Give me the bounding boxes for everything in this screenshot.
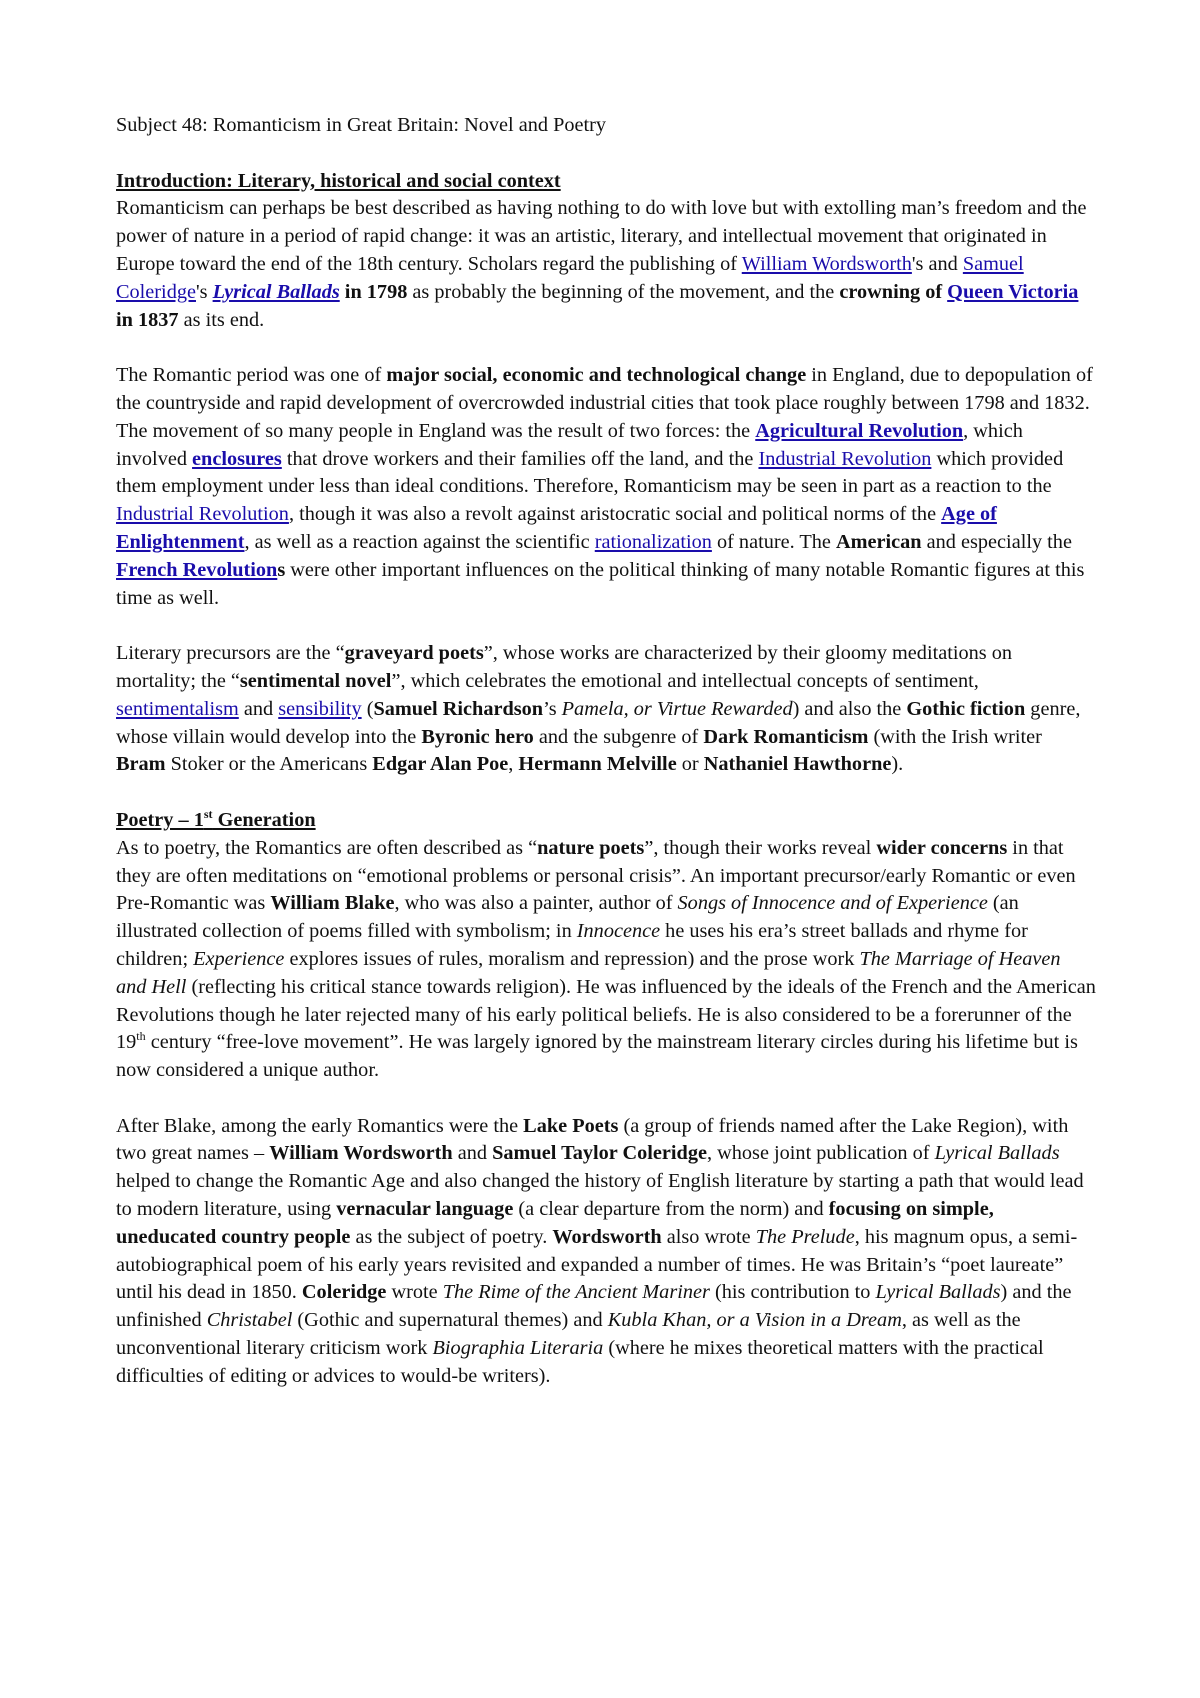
- italic-text: The Prelude: [755, 1225, 855, 1248]
- link-enclosures[interactable]: enclosures: [192, 447, 282, 470]
- text-run: ’s: [543, 697, 562, 720]
- bold-text: graveyard poets: [344, 642, 484, 665]
- bold-text: in 1837: [116, 308, 179, 331]
- text-run: (a group of friends named after the Lake Region), with two great names –: [116, 1114, 1069, 1165]
- link-text: Lyrical Ballads: [212, 280, 340, 303]
- text-run: and especially the: [921, 530, 1072, 553]
- text-run: Stoker or the Americans: [165, 753, 373, 776]
- intro-paragraph-3: [116, 640, 1096, 779]
- intro-paragraph-2: [116, 362, 1096, 612]
- text-run: and the subgenre of: [533, 725, 704, 748]
- bold-text: Gothic fiction: [906, 697, 1026, 720]
- text-run: (Gothic and supernatural themes) and: [292, 1309, 608, 1332]
- bold-text: sentimental novel: [239, 669, 392, 692]
- text-run: , as well as a reaction against the scientific: [244, 530, 595, 553]
- text-run: in that they are often meditations on “emotional problems or personal crisis”. An important precursor/early Romantic or even Pre-Romantic was: [116, 836, 1076, 915]
- text-run: (: [361, 697, 374, 720]
- bold-text: American: [835, 530, 922, 553]
- text-run: ”, though their works reveal: [644, 836, 877, 859]
- text-run: ”, which celebrates the emotional and intellectual concepts of sentiment,: [391, 669, 979, 692]
- text-run: (his contribution to: [709, 1281, 876, 1304]
- text-run: century “free-love movement”. He was largely ignored by the mainstream literary circles during his lifetime but is now considered a unique author.: [116, 1031, 1078, 1082]
- italic-text: The Marriage of Heaven and Hell: [116, 947, 1061, 998]
- bold-text: crowning of: [839, 280, 943, 303]
- text-run: ).: [891, 753, 904, 776]
- text-run: also wrote: [661, 1225, 756, 1248]
- link-sentimentalism[interactable]: sentimentalism: [116, 697, 239, 720]
- spacer: [116, 612, 1096, 640]
- text-run: (where he mixes theoretical matters with the practical difficulties of editing or advices to would-be writers).: [116, 1337, 1044, 1387]
- spacer: [116, 1085, 1096, 1113]
- link-samuel-coleridge[interactable]: Samuel Coleridge: [116, 252, 1024, 303]
- text-run: he uses his era’s street ballads and rhyme for children;: [116, 920, 1028, 970]
- bold-text: Edgar Alan Poe: [372, 753, 509, 776]
- intro-paragraph-1: [116, 195, 1096, 334]
- text-run: (with the Irish writer: [868, 725, 1042, 748]
- bold-text: Bram: [116, 753, 166, 776]
- text-run: (an illustrated collection of poems filled with symbolism; in: [116, 892, 1019, 943]
- text-run: as probably the beginning of the movement, and the: [407, 280, 840, 303]
- bold-text: in 1798: [339, 280, 408, 303]
- bold-text: wider concerns: [876, 836, 1008, 859]
- text-run: were other important influences on the political thinking of many notable Romantic figures at this time as well.: [116, 558, 1085, 609]
- text-run: as its end.: [178, 308, 265, 331]
- italic-text: Pamela, or Virtue Rewarded: [561, 697, 793, 720]
- text-run: of nature. The: [711, 530, 836, 553]
- link-industrial-revolution[interactable]: Industrial Revolution: [758, 447, 932, 470]
- bold-text: Wordsworth: [552, 1225, 662, 1248]
- spacer: [116, 140, 1096, 168]
- poetry-paragraph-1: [116, 835, 1096, 1085]
- text-run: (a clear departure from the norm) and: [513, 1198, 829, 1221]
- text-run: ) and the unfinished: [116, 1281, 1072, 1332]
- bold-text: Hermann Melville: [518, 753, 677, 776]
- bold-text: focusing on simple, uneducated country people: [116, 1198, 994, 1248]
- link-age-of-enlightenment[interactable]: Age of Enlightenment: [116, 503, 997, 553]
- italic-text: Biographia Literaria: [432, 1337, 604, 1360]
- spacer: [116, 779, 1096, 807]
- italic-text: Songs of Innocence and of Experience: [677, 892, 988, 915]
- text-run: , his magnum opus, a semi-autobiographical poem of his early years revisited and expanded a number of times. He was Britain’s “poet laureate” until his dead in 1850.: [116, 1225, 1078, 1304]
- link-industrial-revolution[interactable]: Industrial Revolution: [116, 503, 289, 526]
- text-run: explores issues of rules, moralism and repression) and the prose work: [284, 947, 860, 970]
- link-agricultural-revolution[interactable]: Agricultural Revolution: [755, 419, 964, 442]
- text-run: , though it was also a revolt against aristocratic social and political norms of the: [288, 503, 942, 526]
- italic-text: Kubla Khan, or a Vision in a Dream: [607, 1309, 902, 1332]
- text-run: , who was also a painter, author of: [394, 892, 678, 915]
- bold-text: Lake Poets: [523, 1114, 619, 1137]
- text-run: helped to change the Romantic Age and also changed the history of English literature by starting a path that would lead to modern literature, using: [116, 1170, 1084, 1221]
- bold-text: Byronic hero: [421, 725, 534, 748]
- text-run: Literary precursors are the “: [116, 642, 345, 665]
- spacer: [116, 334, 1096, 362]
- heading-text: Generation: [212, 808, 316, 831]
- text-run: as the subject of poetry.: [350, 1225, 553, 1248]
- link-queen-victoria[interactable]: Queen Victoria: [947, 280, 1079, 303]
- text-run: (reflecting his critical stance towards religion). He was influenced by the ideals of the French and the American Revolutions though he later rejected many of his early political beliefs. He is also considered to be a forerunner of the 19: [116, 975, 1096, 1054]
- text-run: which provided them employment under less than ideal conditions. Therefore, Romanticism may be seen in part as a reaction to the: [116, 447, 1064, 498]
- text-run: ,: [508, 753, 519, 776]
- text-run: , which involved: [116, 419, 1023, 470]
- italic-text: The Rime of the Ancient Mariner: [442, 1281, 710, 1304]
- link-william-wordsworth[interactable]: William Wordsworth: [741, 252, 912, 275]
- bold-text: vernacular language: [336, 1198, 514, 1221]
- text-run: ”, whose works are characterized by their gloomy meditations on mortality; the “: [116, 642, 1013, 692]
- italic-text: Innocence: [576, 920, 661, 943]
- text-run: and: [238, 697, 279, 720]
- bold-text: s: [277, 558, 286, 581]
- bold-text: William Blake: [270, 892, 395, 915]
- text-run: that drove workers and their families off the land, and the: [281, 447, 759, 470]
- bold-text: Samuel Richardson: [373, 697, 544, 720]
- bold-text: Nathaniel Hawthorne: [703, 753, 892, 776]
- bold-text: major social, economic and technological change: [386, 364, 807, 387]
- link-sensibility[interactable]: sensibility: [278, 697, 362, 720]
- text-run: or: [676, 753, 704, 776]
- bold-text: Dark Romanticism: [703, 725, 869, 748]
- bold-text: nature poets: [537, 836, 645, 859]
- italic-text: Lyrical Ballads: [934, 1142, 1060, 1165]
- text-run: , as well as the unconventional literary criticism work: [116, 1309, 1021, 1360]
- text-run: in England, due to depopulation of the countryside and rapid development of overcrowded industrial cities that took place roughly between 1798 and 1832. The movement of so many people in England was the result of two forces: the: [116, 364, 1093, 442]
- italic-text: Experience: [193, 947, 285, 970]
- text-run: 's and: [911, 252, 963, 275]
- text-run: As to poetry, the Romantics are often described as “: [116, 836, 538, 859]
- superscript: st: [203, 807, 213, 822]
- bold-text: Samuel Taylor Coleridge: [492, 1142, 707, 1165]
- italic-text: Lyrical Ballads: [875, 1281, 1001, 1304]
- link-lyrical-ballads[interactable]: [213, 281, 340, 303]
- text-run: , whose joint publication of: [706, 1142, 935, 1165]
- document-title: Subject 48: Romanticism in Great Britain: Novel and Poetry: [116, 114, 607, 136]
- link-rationalization[interactable]: rationalization: [594, 530, 712, 553]
- link-french-revolution[interactable]: French Revolution: [116, 558, 278, 581]
- section-heading-poetry: [116, 807, 1096, 835]
- poetry-paragraph-2: [116, 1113, 1096, 1391]
- superscript: th: [136, 1029, 146, 1044]
- text-run: ) and also the: [792, 697, 907, 720]
- italic-text: Christabel: [206, 1309, 293, 1332]
- bold-text: Coleridge: [301, 1281, 387, 1304]
- text-run: wrote: [386, 1281, 443, 1304]
- text-run: genre, whose villain would develop into the: [116, 697, 1081, 748]
- text-run: and: [452, 1142, 493, 1165]
- text-run: 's: [195, 280, 213, 303]
- heading-text: Poetry – 1: [116, 808, 204, 831]
- text-run: After Blake, among the early Romantics were the: [116, 1114, 524, 1137]
- bold-text: William Wordsworth: [269, 1142, 453, 1165]
- text-run: Romanticism can perhaps be best described as having nothing to do with love but with extolling man’s freedom and the power of nature in a period of rapid change: it was an artistic, literary, and intellectual movement that originated in Europe toward the end of the 18th century. Scholars regard the publishing of: [116, 197, 1087, 275]
- section-heading-introduction: Introduction: Literary, historical and social context: [116, 169, 561, 192]
- text-run: The Romantic period was one of: [116, 364, 387, 387]
- document-page: [116, 112, 1096, 1391]
